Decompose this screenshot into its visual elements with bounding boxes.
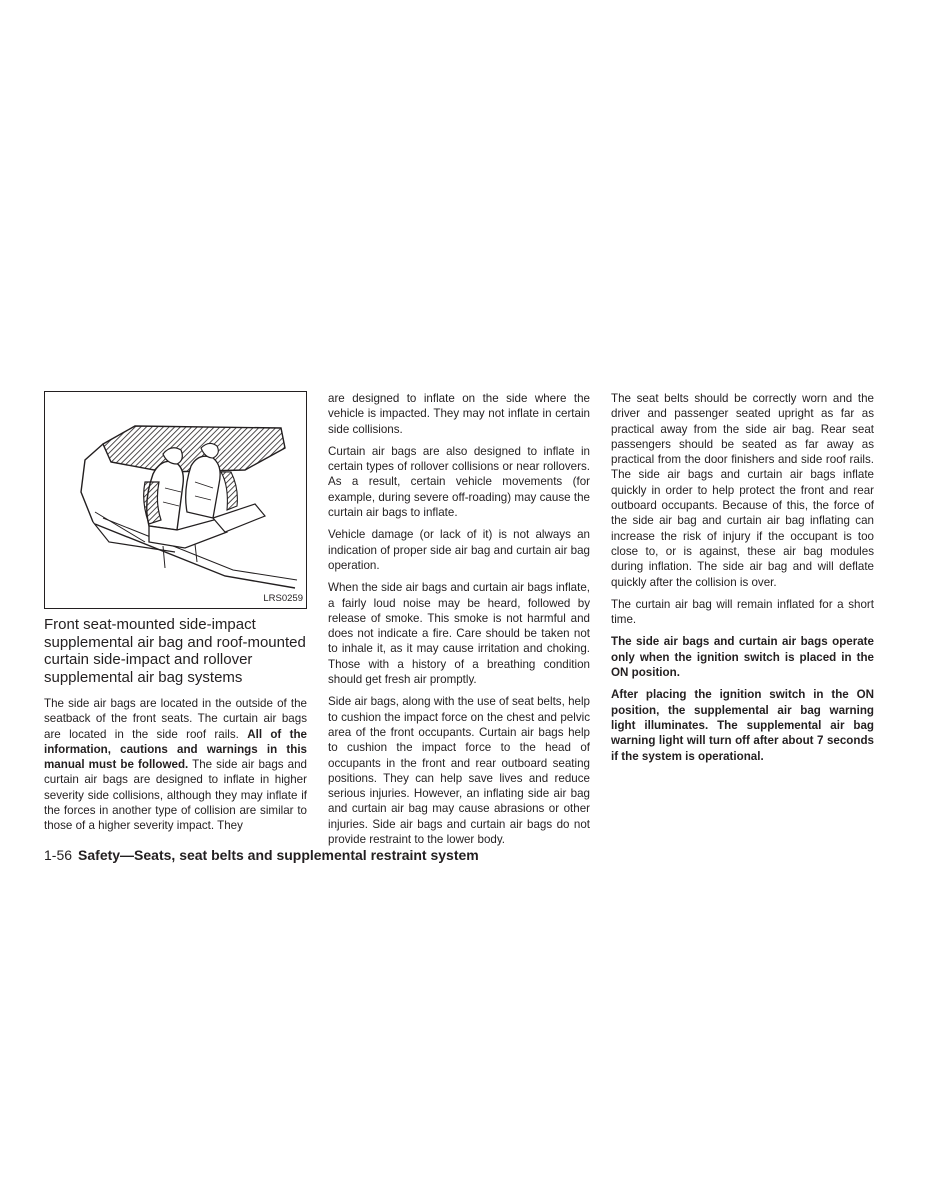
right-paragraph-4: After placing the ignition switch in the ON position, the supplemental air bag warning light illuminates. The supplemental air bag warning light will turn off after about 7 seconds if the system is operational. [611, 688, 874, 763]
page-number: 1-56 [44, 847, 73, 863]
right-paragraph-2: The curtain air bag will remain inflated for a short time. [611, 597, 874, 627]
figure-label: LRS0259 [263, 592, 303, 604]
middle-paragraph-1: are designed to inflate on the side where the vehicle is impacted. They may not inflate in certain side collisions. [328, 392, 590, 436]
footer-section-title: Safety—Seats, seat belts and supplemental restraint system [78, 847, 479, 863]
left-p1-text-b: The side air bags and curtain air bags are designed to inflate in higher severity side collisions, although they may inflate if the forces in another type of collision are similar to those of a higher severity impact. They [44, 758, 308, 833]
right-column [611, 391, 874, 771]
middle-paragraph-5: Side air bags, along with the use of seat belts, help to cushion the impact force on the chest and pelvic area of the front occupants. Curtain air bags help to cushion the impact force to the head of occupants in the front and rear outboard seating positions. They can help save lives and reduce serious injuries. However, an inflating side air bag and curtain air bag may cause abrasions or other injuries. Side air bags and curtain air bags do not provide restraint to the lower body. [328, 695, 590, 847]
section-heading: Front seat-mounted side-impact supplemental air bag and roof-mounted curtain side-impact and rollover supplemental air bag systems [44, 616, 306, 686]
airbag-illustration [44, 391, 307, 609]
page-footer [44, 847, 479, 863]
middle-paragraph-4: When the side air bags and curtain air bags inflate, a fairly loud noise may be heard, followed by release of smoke. This smoke is not harmful and does not indicate a fire. Care should be taken not to inhale it, as it may cause irritation and choking. Those with a history of a breathing condition should get fresh air promptly. [328, 581, 590, 687]
middle-paragraph-3: Vehicle damage (or lack of it) is not always an indication of proper side air bag and curtain air bag operation. [328, 528, 590, 572]
middle-column [328, 391, 590, 854]
left-column [44, 391, 307, 841]
right-paragraph-3: The side air bags and curtain air bags operate only when the ignition switch is placed in the ON position. [611, 635, 874, 680]
left-p1-bold-text: All of the information, cautions and warnings in this manual must be followed. [44, 727, 307, 772]
left-paragraph-1 [44, 696, 307, 834]
left-p1-text-a: The side air bags are located in the outside of the seatback of the front seats. The curtain air bags are located in the side roof rails. [44, 697, 307, 741]
middle-paragraph-2: Curtain air bags are also designed to inflate in certain types of rollover collisions or near rollovers. As a result, certain vehicle movements (for example, during severe off-roading) may cause the curtain air bags to inflate. [328, 444, 590, 520]
seat-airbag-drawing [45, 392, 306, 608]
right-paragraph-1: The seat belts should be correctly worn and the driver and passenger seated upright as far as practical away from the side air bag. Rear seat passengers should be seated as far away as practical from the door finishers and side roof rails. The side air bags and curtain air bags inflate quickly in order to help protect the front and rear outboard occupants. Because of this, the force of the side air bag and curtain air bag inflating can increase the risk of injury if the occupant is too close to, or is against, these air bag modules during inflation. The side air bag and will deflate quickly after the collision is over. [611, 392, 874, 589]
